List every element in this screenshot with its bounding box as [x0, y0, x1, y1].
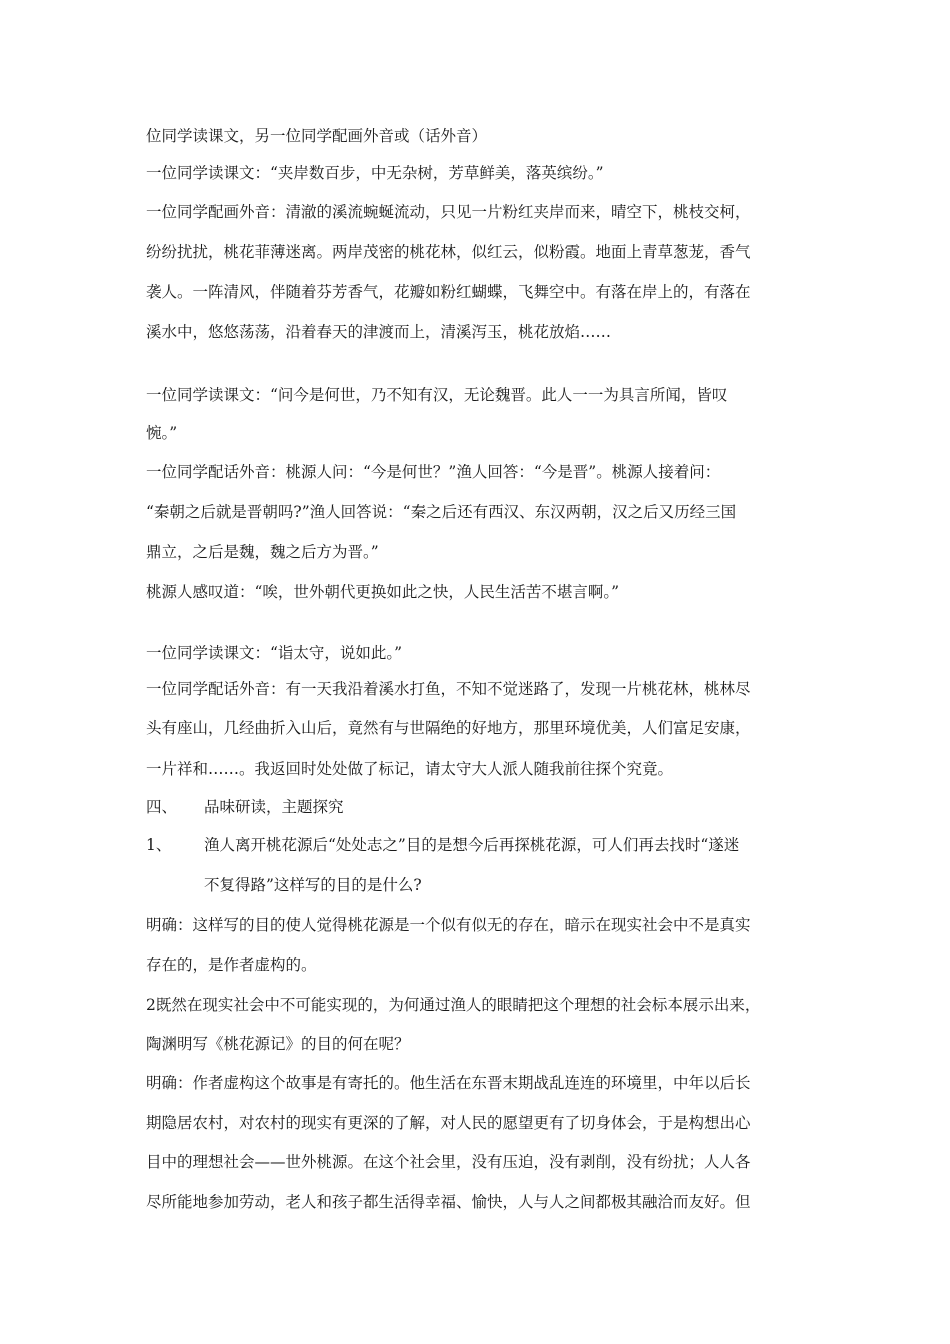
text-line: 溪水中，悠悠荡荡，沿着春天的津渡而上，清溪泻玉，桃花放焰…… — [146, 323, 612, 341]
text-line: 明确：这样写的目的使人觉得桃花源是一个似有似无的存在，暗示在现实社会中不是真实 — [146, 916, 751, 934]
text-line: 一位同学读课文：“问今是何世，乃不知有汉，无论魏晋。此人一一为具言所闻，皆叹 — [146, 386, 728, 404]
text-line: 一位同学配画外音：清澈的溪流蜿蜒流动，只见一片粉红夹岸而来，晴空下，桃枝交柯， — [146, 203, 751, 221]
text-line: 一位同学读课文：“夹岸数百步，中无杂树，芳草鲜美，落英缤纷。” — [146, 164, 604, 182]
text-line: “秦朝之后就是晋朝吗?”渔人回答说：“秦之后还有西汉、东汉两朝，汉之后又历经三国 — [146, 503, 737, 521]
text-line: 鼎立，之后是魏，魏之后方为晋。” — [146, 543, 379, 561]
text-line: 头有座山，几经曲折入山后，竟然有与世隔绝的好地方，那里环境优美，人们富足安康， — [146, 719, 751, 737]
question-text: 渔人离开桃花源后“处处志之”目的是想今后再探桃花源，可人们再去找时“遂迷 — [204, 836, 740, 854]
text-line: 陶渊明写《桃花源记》的目的何在呢？ — [146, 1035, 410, 1053]
text-line: 尽所能地参加劳动，老人和孩子都生活得幸福、愉快，人与人之间都极其融洽而友好。但 — [146, 1193, 751, 1211]
text-line: 一位同学配话外音：桃源人问：“今是何世？”渔人回答：“今是晋”。桃源人接着问： — [146, 463, 721, 481]
text-line: 目中的理想社会——世外桃源。在这个社会里，没有压迫，没有剥削，没有纷扰；人人各 — [146, 1153, 751, 1171]
text-line: 一位同学读课文：“诣太守，说如此。” — [146, 644, 403, 662]
text-line: 一位同学配话外音：有一天我沿着溪水打鱼，不知不觉迷路了，发现一片桃花林，桃林尽 — [146, 680, 751, 698]
text-line: 纷纷扰扰，桃花菲薄迷离。两岸茂密的桃花林，似红云，似粉霞。地面上青草葱茏，香气 — [146, 243, 751, 261]
text-line: 位同学读课文，另一位同学配画外音或（话外音） — [146, 127, 488, 145]
text-line: 2既然在现实社会中不可能实现的，为何通过渔人的眼睛把这个理想的社会标本展示出来， — [146, 996, 761, 1014]
question-text: 不复得路”这样写的目的是什么? — [204, 876, 422, 894]
text-line: 惋。” — [146, 424, 178, 442]
text-line: 存在的，是作者虚构的。 — [146, 956, 317, 974]
text-line: 一片祥和……。我返回时处处做了标记，请太守大人派人随我前往探个究竟。 — [146, 760, 674, 778]
question-number: 1、 — [146, 836, 172, 854]
text-line: 期隐居农村，对农村的现实有更深的了解，对人民的愿望更有了切身体会，于是构想出心 — [146, 1114, 751, 1132]
text-line: 明确：作者虚构这个故事是有寄托的。他生活在东晋末期战乱连连的环境里，中年以后长 — [146, 1074, 751, 1092]
section-title: 品味研读，主题探究 — [204, 798, 344, 816]
text-line: 袭人。一阵清风，伴随着芬芳香气，花瓣如粉红蝴蝶，飞舞空中。有落在岸上的，有落在 — [146, 283, 751, 301]
section-number: 四、 — [146, 798, 178, 816]
text-line: 桃源人感叹道：“唉，世外朝代更换如此之快，人民生活苦不堪言啊。” — [146, 583, 620, 601]
